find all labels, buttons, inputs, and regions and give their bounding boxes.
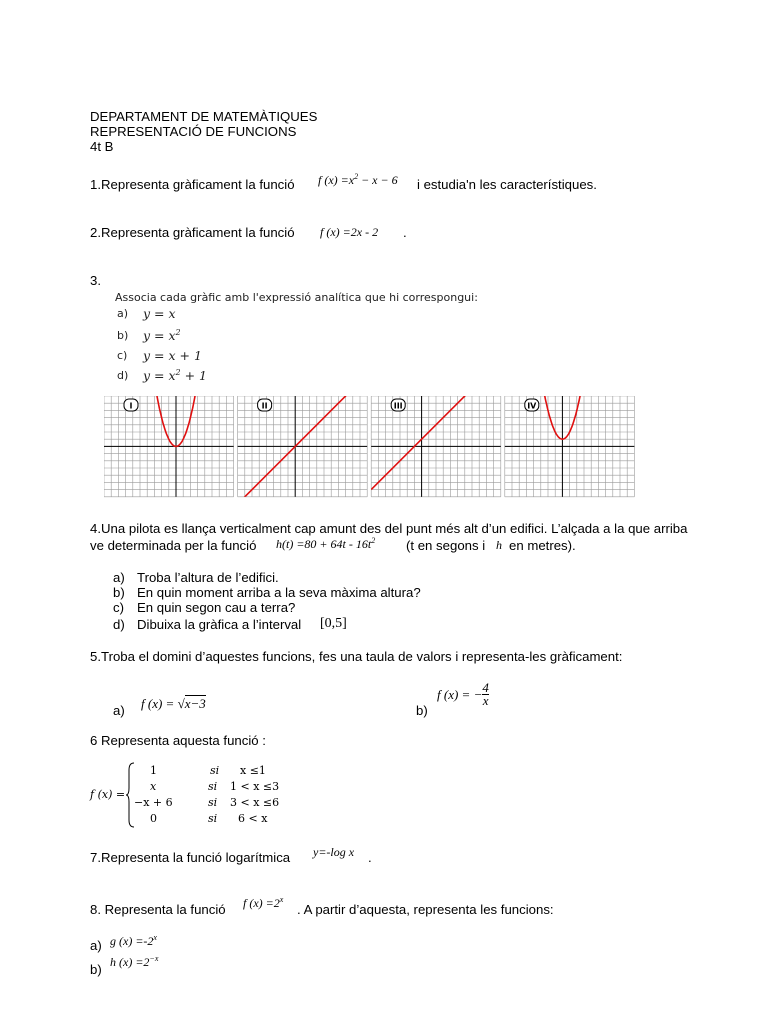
q8-b-formula: h $(x) =2^{-x}$ bbox=[110, 954, 159, 969]
q7-after: . bbox=[368, 850, 372, 865]
svg-text:III: III bbox=[393, 401, 403, 411]
piecewise-row-2-value: x bbox=[150, 780, 157, 793]
graph-3 bbox=[371, 396, 501, 497]
piecewise-row-2-cond: 1 < x ≤3 bbox=[230, 780, 280, 793]
q4-line2-end: en metres). bbox=[509, 538, 576, 553]
class-label: 4t B bbox=[90, 139, 114, 154]
q7-formula: y=-log x bbox=[313, 845, 355, 859]
graph-4-label bbox=[525, 399, 539, 411]
q4-item-d-text: Dibuixa la gràfica a l’interval bbox=[137, 617, 302, 632]
q4-item-c-text: En quin segon cau a terra? bbox=[137, 600, 296, 615]
piecewise-brace bbox=[126, 762, 136, 828]
q5-a-label: a) bbox=[113, 703, 125, 718]
q1-text: 1.Representa gràficament la funció bbox=[90, 177, 295, 192]
q6-text: 6 Representa aquesta funció : bbox=[90, 733, 266, 748]
q8-a-label: a) bbox=[90, 938, 102, 953]
q3-option-d-expr: $y = x^2 + 1$ bbox=[143, 368, 208, 383]
svg-text:II: II bbox=[261, 401, 268, 411]
piecewise-row-3-value: −x + 6 bbox=[134, 796, 173, 809]
piecewise-function bbox=[90, 760, 290, 828]
q3-graphs bbox=[104, 396, 636, 498]
q1-text-after: i estudia'n les característiques. bbox=[417, 177, 597, 192]
q4-formula: $h(t) =80 + 64t - 16t^2$ bbox=[276, 536, 376, 551]
q5-a-formula: f (x) = √x−3 bbox=[141, 696, 206, 711]
q8-formula: f $(x) =2^x$ bbox=[243, 895, 284, 910]
q5-text: 5.Troba el domini d’aquestes funcions, fes una taula de valors i representa-les gràficament: bbox=[90, 649, 623, 664]
graph-2 bbox=[238, 396, 368, 498]
q4-item-b-text: En quin moment arriba a la seva màxima altura? bbox=[137, 585, 421, 600]
graph-3-label bbox=[391, 399, 405, 411]
piecewise-row-3-cond: 3 < x ≤6 bbox=[230, 796, 280, 809]
department-title: DEPARTAMENT DE MATEMÀTIQUES bbox=[90, 109, 318, 124]
piecewise-row-4-value: 0 bbox=[150, 812, 157, 825]
q4-h-symbol: h bbox=[496, 538, 502, 552]
q3-option-b-expr: $y = x^2$ bbox=[143, 328, 181, 343]
q5-b-formula: f (x) = − $\frac{4}{x}$ bbox=[437, 680, 489, 708]
q3-option-b-label: b) bbox=[117, 329, 129, 342]
piecewise-row-1-si: si bbox=[210, 764, 220, 777]
piecewise-row-1-cond: x ≤1 bbox=[240, 764, 266, 777]
q8-a-formula: g $(x) =-2^x$ bbox=[110, 933, 157, 948]
q8-b-label: b) bbox=[90, 962, 102, 977]
q4-interval: [0,5] bbox=[320, 616, 347, 631]
piecewise-row-4-cond: 6 < x bbox=[238, 812, 268, 825]
q4-line2: ve determinada per la funció bbox=[90, 538, 257, 553]
q4-item-a-text: Troba l’altura de l’edifici. bbox=[137, 570, 279, 585]
graph-4 bbox=[505, 396, 635, 497]
q3-option-d-label: d) bbox=[117, 369, 129, 382]
topic-title: REPRESENTACIÓ DE FUNCIONS bbox=[90, 124, 297, 139]
svg-text:I: I bbox=[129, 401, 133, 411]
q2-formula: f (x) =2x - 2 bbox=[320, 225, 379, 239]
q8-text-after: . A partir d’aquesta, representa les funcions: bbox=[297, 902, 554, 917]
q4-item-d-label: d) bbox=[113, 617, 125, 632]
piecewise-row-2-si: si bbox=[208, 780, 218, 793]
q4-item-c-label: c) bbox=[113, 600, 124, 615]
q2-text-after: . bbox=[403, 225, 407, 240]
q4-item-a-label: a) bbox=[113, 570, 125, 585]
graph-1-label bbox=[124, 399, 138, 411]
q3-number: 3. bbox=[90, 273, 101, 288]
q4-line1: 4.Una pilota es llança verticalment cap amunt des del punt més alt d’un edifici. L’alçada a la que arriba bbox=[90, 521, 688, 536]
q3-option-c-expr: y = x + 1 bbox=[143, 348, 202, 363]
q4-line2-after: (t en segons i bbox=[406, 538, 486, 553]
svg-text:IV: IV bbox=[527, 401, 537, 411]
q3-instruction: Associa cada gràfic amb l'expressió analítica que hi correspongui: bbox=[115, 291, 478, 304]
graph-2-label bbox=[258, 399, 272, 411]
piecewise-row-4-si: si bbox=[208, 812, 218, 825]
graph-1 bbox=[104, 396, 234, 497]
q3-option-c-label: c) bbox=[117, 349, 128, 362]
piecewise-row-1-value: 1 bbox=[150, 764, 157, 777]
piecewise-lhs: f (x) = bbox=[90, 788, 126, 801]
piecewise-row-3-si: si bbox=[208, 796, 218, 809]
q8-text: 8. Representa la funció bbox=[90, 902, 226, 917]
q4-item-b-label: b) bbox=[113, 585, 125, 600]
q3-option-a-label: a) bbox=[117, 307, 129, 320]
q1-formula: f $(x) =x^2 - x - 6$ bbox=[318, 172, 398, 187]
q5-b-label: b) bbox=[416, 703, 428, 718]
q2-text: 2.Representa gràficament la funció bbox=[90, 225, 295, 240]
q3-option-a-expr: y = x bbox=[143, 306, 176, 321]
q7-text: 7.Representa la funció logarítmica bbox=[90, 850, 291, 865]
